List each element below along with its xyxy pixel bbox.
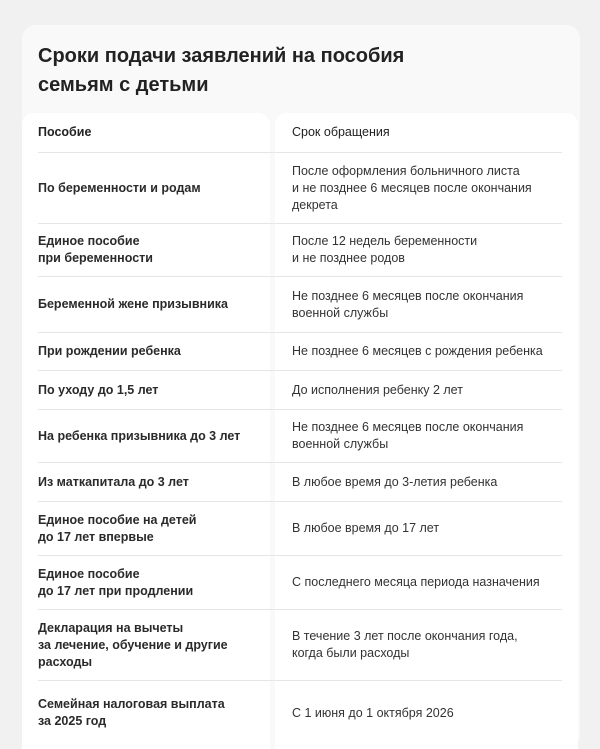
- benefits-table: [38, 113, 562, 745]
- table-row: [38, 277, 562, 333]
- table-row: [38, 153, 562, 224]
- header-benefit: Пособие: [38, 125, 92, 139]
- table-row: [38, 463, 562, 502]
- benefit-cell: Единое пособие при беременности: [38, 234, 153, 265]
- table-header: [38, 113, 562, 153]
- deadline-cell: Не позднее 6 месяцев после окончания военной службы: [292, 420, 524, 451]
- deadline-cell: Не позднее 6 месяцев с рождения ребенка: [292, 344, 543, 358]
- benefit-cell: По беременности и родам: [38, 180, 201, 195]
- table-row: [38, 610, 562, 681]
- deadline-cell: С 1 июня до 1 октября 2026: [292, 705, 454, 720]
- deadline-cell: В любое время до 17 лет: [292, 521, 440, 535]
- deadline-cell: Не позднее 6 месяцев после окончания военной службы: [292, 288, 524, 320]
- benefit-cell: Из маткапитала до 3 лет: [38, 474, 189, 489]
- table-row: [38, 333, 562, 371]
- deadline-cell: После оформления больничного листа и не позднее 6 месяцев после окончания декрета: [292, 163, 532, 212]
- table-row: [38, 371, 562, 410]
- table-row: [38, 556, 562, 610]
- benefit-cell: По уходу до 1,5 лет: [38, 382, 159, 397]
- benefit-cell: На ребенка призывника до 3 лет: [38, 428, 241, 443]
- table-row: [38, 502, 562, 556]
- benefit-cell: Семейная налоговая выплата за 2025 год: [38, 697, 225, 728]
- page-title: Сроки подачи заявлений на пособия семьям с детьми: [38, 45, 405, 96]
- table-row: [38, 224, 562, 277]
- header-deadline: Срок обращения: [292, 125, 390, 139]
- benefit-cell: Декларация на вычеты за лечение, обучение и другие расходы: [38, 620, 228, 669]
- benefit-cell: Единое пособие на детей до 17 лет впервые: [38, 512, 197, 544]
- table-row: [38, 410, 562, 463]
- table-row: [38, 681, 562, 745]
- deadline-cell: До исполнения ребенку 2 лет: [292, 382, 463, 397]
- benefit-cell: При рождении ребенка: [38, 344, 181, 358]
- deadline-cell: С последнего месяца периода назначения: [292, 575, 540, 589]
- deadline-cell: В любое время до 3-летия ребенка: [292, 474, 498, 489]
- deadline-cell: В течение 3 лет после окончания года, когда были расходы: [292, 629, 518, 660]
- benefit-cell: Единое пособие до 17 лет при продлении: [38, 566, 194, 598]
- benefit-cell: Беременной жене призывника: [38, 297, 228, 311]
- deadline-cell: После 12 недель беременности и не позднее родов: [292, 234, 478, 265]
